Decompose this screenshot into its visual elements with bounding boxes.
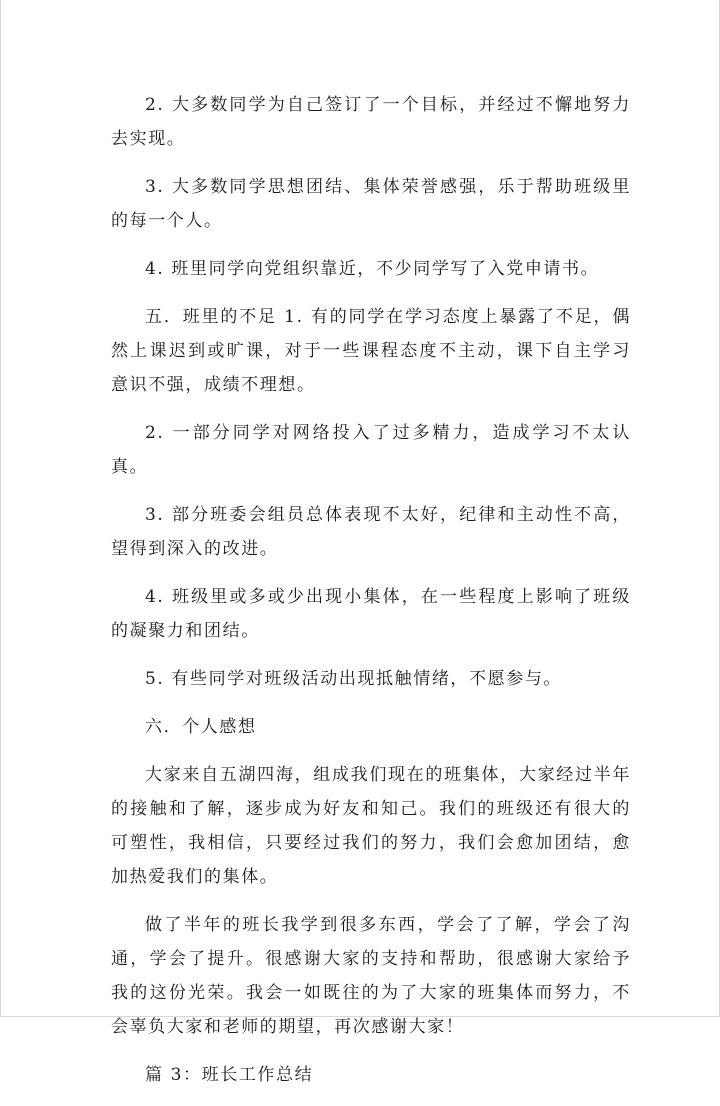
paragraph-class-collective: 大家来自五湖四海，组成我们现在的班集体，大家经过半年的接触和了解，逐步成为好友和知己。我们的班级还有很大的可塑性，我相信，只要经过我们的努力，我们会愈加团结，愈加热爱我们的集体。 (111, 765, 631, 887)
paragraph-small-groups: 4. 班级里或多或少出现小集体，在一些程度上影响了班级的凝聚力和团结。 (111, 587, 631, 641)
document-body (111, 88, 631, 1106)
paragraph-activities: 5. 有些同学对班级活动出现抵触情绪，不愿参与。 (145, 669, 563, 689)
paragraph-unity: 3. 大多数同学思想团结、集体荣誉感强，乐于帮助班级里的每一个人。 (111, 177, 631, 231)
section-heading-part-3: 篇 3：班长工作总结 (145, 1065, 314, 1085)
paragraph-internet: 2. 一部分同学对网络投入了过多精力，造成学习不太认真。 (111, 423, 631, 477)
paragraph-goal-setting: 2. 大多数同学为自己签订了一个目标，并经过不懈地努力去实现。 (111, 95, 631, 149)
paragraph-committee: 3. 部分班委会组员总体表现不太好，纪律和主动性不高，望得到深入的改进。 (111, 505, 631, 559)
paragraph-shortcomings: 五．班里的不足 1. 有的同学在学习态度上暴露了不足，偶然上课迟到或旷课，对于一些课程态度不主动，课下自主学习意识不强，成绩不理想。 (111, 307, 631, 395)
paragraph-monitor-reflection: 做了半年的班长我学到很多东西，学会了了解，学会了沟通，学会了提升。很感谢大家的支持和帮助，很感谢大家给予我的这份光荣。我会一如既往的为了大家的班集体而努力，不会辜负大家和老师的期望，再次感谢大家！ (111, 915, 631, 1037)
paragraph-party-application: 4. 班里同学向党组织靠近，不少同学写了入党申请书。 (145, 259, 600, 279)
section-heading-personal-thoughts: 六．个人感想 (145, 717, 257, 737)
